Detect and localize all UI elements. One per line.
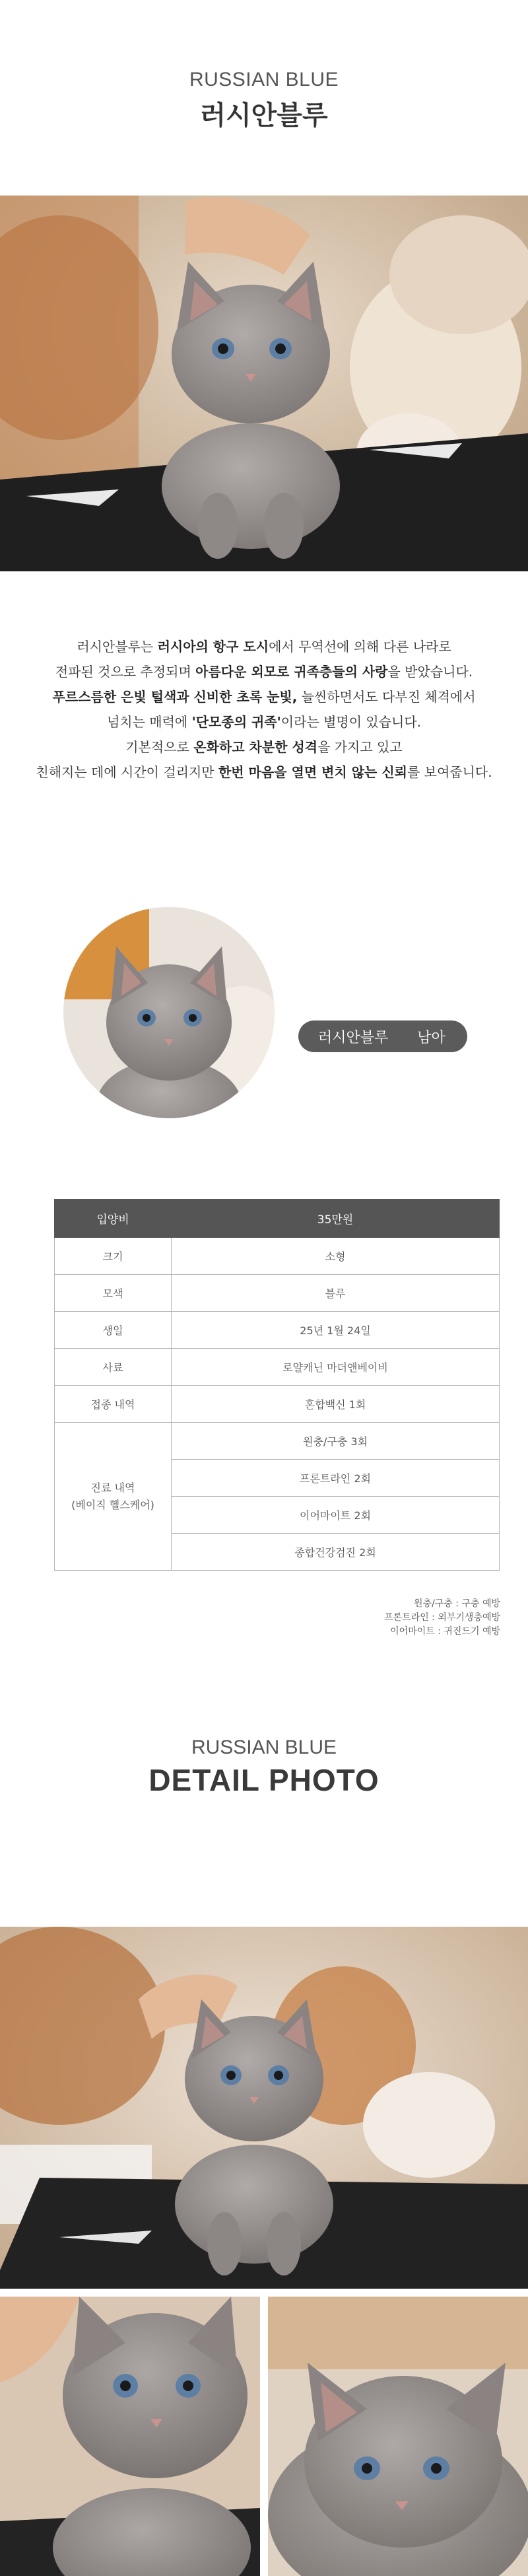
care-label-sub: (베이직 헬스케어) xyxy=(71,1498,154,1511)
detail-kitten-photo-left xyxy=(0,2297,260,2576)
intro-text: 러시안블루는 xyxy=(77,639,158,655)
size-label: 크기 xyxy=(55,1238,172,1275)
breed-gender-badge xyxy=(298,1020,467,1052)
detail-kitten-photo xyxy=(0,1927,528,2289)
intro-text: 늘씬하면서도 다부진 체격에서 xyxy=(297,689,476,705)
birth-label: 생일 xyxy=(55,1312,172,1349)
intro-line xyxy=(0,760,528,785)
breed-label: 러시안블루 xyxy=(318,1029,389,1046)
intro-text: 를 보여줍니다. xyxy=(407,764,492,780)
footnote: 이어마이트 : 귀진드기 예방 xyxy=(390,1626,500,1637)
table-row xyxy=(55,1275,500,1312)
vaccination-value: 혼합백신 1회 xyxy=(172,1386,500,1423)
intro-text: 전파된 것으로 추정되며 xyxy=(55,664,196,680)
table-row xyxy=(55,1423,500,1460)
table-row xyxy=(55,1312,500,1349)
intro-highlight: 한번 마음을 열면 변치 않는 신뢰 xyxy=(218,764,407,780)
care-value: 원충/구충 3회 xyxy=(172,1423,500,1460)
color-label: 모색 xyxy=(55,1275,172,1312)
food-label: 사료 xyxy=(55,1349,172,1386)
price-label: 입양비 xyxy=(55,1199,172,1238)
detail-title: DETAIL PHOTO xyxy=(148,1763,380,1797)
intro-line xyxy=(0,709,528,734)
table-row xyxy=(55,1349,500,1386)
footnotes xyxy=(0,1597,500,1639)
table-row xyxy=(55,1199,500,1238)
care-value: 종합건강검진 2회 xyxy=(172,1534,500,1571)
intro-description xyxy=(0,634,528,785)
vaccination-label: 접종 내역 xyxy=(55,1386,172,1423)
table-row xyxy=(55,1238,500,1275)
adoption-info-table xyxy=(54,1199,500,1571)
care-label-main: 진료 내역 xyxy=(90,1481,135,1494)
detail-kitten-photo-right xyxy=(268,2297,528,2576)
intro-line xyxy=(0,659,528,684)
intro-text: 친해지는 데에 시간이 걸리지만 xyxy=(36,764,218,780)
intro-text: 넘치는 매력에 xyxy=(106,714,192,730)
intro-text: 기본적으로 xyxy=(125,739,194,755)
intro-line xyxy=(0,734,528,760)
detail-en-subtitle: RUSSIAN BLUE xyxy=(191,1736,337,1758)
intro-highlight: 러시아의 항구 도시 xyxy=(157,639,269,655)
header-en-subtitle: RUSSIAN BLUE xyxy=(189,69,339,90)
intro-highlight: 온화하고 차분한 성격 xyxy=(193,739,318,755)
intro-text: 을 가지고 있고 xyxy=(317,739,403,755)
footnote: 프론트라인 : 외부기생충예방 xyxy=(384,1612,500,1623)
intro-highlight: 푸르스름한 은빛 털색과 신비한 초록 눈빛, xyxy=(52,689,298,705)
intro-highlight: 아름다운 외모로 귀족층들의 사랑 xyxy=(195,664,388,680)
price-value: 35만원 xyxy=(172,1199,500,1238)
header-title: 러시안블루 xyxy=(200,100,328,131)
color-value: 블루 xyxy=(172,1275,500,1312)
size-value: 소형 xyxy=(172,1238,500,1275)
gender-label: 남아 xyxy=(417,1029,446,1046)
intro-text: 을 받았습니다. xyxy=(387,664,473,680)
intro-text: 이라는 별명이 있습니다. xyxy=(280,714,422,730)
care-history-label xyxy=(55,1423,172,1571)
intro-line xyxy=(0,634,528,659)
table-row xyxy=(55,1386,500,1423)
hero-kitten-photo xyxy=(0,196,528,571)
care-value: 이어마이트 2회 xyxy=(172,1497,500,1534)
intro-text: 에서 무역선에 의해 다른 나라로 xyxy=(269,639,451,655)
birth-value: 25년 1월 24일 xyxy=(172,1312,500,1349)
care-value: 프론트라인 2회 xyxy=(172,1460,500,1497)
profile-kitten-photo xyxy=(63,907,275,1118)
food-value: 로얄캐닌 마더앤베이비 xyxy=(172,1349,500,1386)
intro-highlight: '단모종의 귀족' xyxy=(191,714,281,730)
footnote: 원충/구충 : 구충 예방 xyxy=(414,1598,500,1609)
intro-line xyxy=(0,684,528,709)
